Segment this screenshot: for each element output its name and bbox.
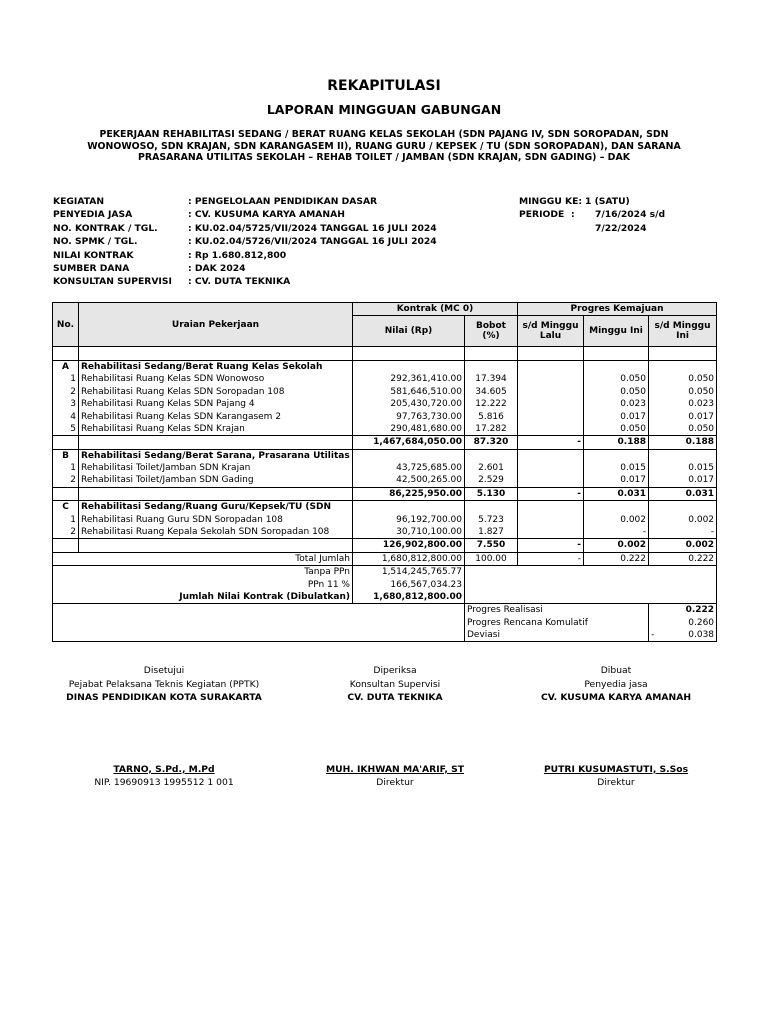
week-label: MINGGU KE: bbox=[519, 196, 583, 207]
info-row: SUMBER DANA : DAK 2024 bbox=[53, 262, 246, 274]
table-row: 4 Rehabilitasi Ruang Kelas SDN Karangasem 2 97,763,730.00 5.816 0.017 0.017 bbox=[53, 410, 717, 422]
table-row: 2 Rehabilitasi Ruang Kelas SDN Soropadan 108 581,646,510.00 34.605 0.050 0.050 bbox=[53, 386, 717, 398]
table-row: 2 Rehabilitasi Toilet/Jamban SDN Gading 42,500,265.00 2.529 0.017 0.017 bbox=[53, 474, 717, 487]
signature-supervisi: Diperiksa Konsultan Supervisi CV. DUTA TEKNIKA MUH. IKHWAN MA'ARIF, ST Direktur bbox=[295, 664, 495, 790]
table-row: 5 Rehabilitasi Ruang Kelas SDN Krajan 290,481,680.00 17.282 0.050 0.050 bbox=[53, 423, 717, 436]
jumlah-row: Jumlah Nilai Kontrak (Dibulatkan) 1,680,812,800.00 bbox=[53, 591, 717, 604]
info-row: NILAI KONTRAK : Rp 1.680.812,800 bbox=[53, 249, 287, 261]
section-row: A Rehabilitasi Sedang/Berat Ruang Kelas Sekolah bbox=[53, 360, 717, 373]
subtotal-row: 86,225,950.00 5.130 - 0.031 0.031 bbox=[53, 487, 717, 500]
info-row: NO. SPMK / TGL. : KU.02.04/5726/VII/2024 TANGGAL 16 JULI 2024 bbox=[53, 236, 437, 248]
subtotal-row: 1,467,684,050.00 87.320 - 0.188 0.188 bbox=[53, 436, 717, 449]
spacer-row bbox=[53, 347, 717, 360]
page-subtitle: LAPORAN MINGGUAN GABUNGAN bbox=[266, 102, 502, 117]
section-title: Rehabilitasi Sedang/Ruang Guru/Kepsek/TU (SDN bbox=[81, 502, 331, 513]
period-from: 7/16/2024 s/d bbox=[595, 209, 666, 221]
table-row: 1 Rehabilitasi Ruang Guru SDN Soropadan 108 96,192,700.00 5.723 0.002 0.002 bbox=[53, 513, 717, 525]
info-row: KONSULTAN SUPERVISI : CV. DUTA TEKNIKA bbox=[53, 276, 291, 288]
header-no: No. bbox=[53, 303, 79, 347]
header-progres: Progres Kemajuan bbox=[518, 303, 717, 316]
table-row: 1 Rehabilitasi Ruang Kelas SDN Wonowoso 292,361,410.00 17.394 0.050 0.050 bbox=[53, 373, 717, 385]
project-description: PEKERJAAN REHABILITASI SEDANG / BERAT RUANG KELAS SEKOLAH (SDN PAJANG IV, SDN SOROPADAN, SDN WONOWOSO, SDN KRAJAN, SDN KARANGASEM II), RUANG GURU / KEPSEK / TU (SDN SOROPADAN), DAN SARANA PRASARANA UTILITAS SEKOLAH – REHAB TOILET / JAMBAN (SDN KRAJAN, SDN GADING) – DAK bbox=[87, 129, 681, 163]
info-row: NO. KONTRAK / TGL. : KU.02.04/5725/VII/2024 TANGGAL 16 JULI 2024 bbox=[53, 222, 437, 234]
header-sd-ini: s/d Minggu Ini bbox=[649, 316, 717, 347]
signature-pptk: Disetujui Pejabat Pelaksana Teknis Kegiatan (PPTK) DINAS PENDIDIKAN KOTA SURAKARTA TARNO, S.Pd., M.Pd NIP. 19690913 1995512 1 001 bbox=[32, 664, 296, 790]
signature-penyedia: Dibuat Penyedia jasa CV. KUSUMA KARYA AMANAH PUTRI KUSUMASTUTI, S.Sos Direktur bbox=[510, 664, 722, 790]
header-uraian: Uraian Pekerjaan bbox=[79, 303, 353, 347]
week-block: MINGGU KE: 1 (SATU) PERIODE : 7/16/2024 s/d 7/22/2024 bbox=[519, 196, 666, 234]
signatory-name: TARNO, S.Pd., M.Pd bbox=[113, 763, 215, 775]
page-title: REKAPITULASI bbox=[327, 78, 441, 94]
period-label: PERIODE bbox=[519, 209, 565, 221]
period-to: 7/22/2024 bbox=[595, 222, 647, 234]
recap-table bbox=[52, 302, 717, 642]
table-row: 1 Rehabilitasi Toilet/Jamban SDN Krajan 43,725,685.00 2.601 0.015 0.015 bbox=[53, 462, 717, 474]
section-title: Rehabilitasi Sedang/Berat Ruang Kelas Sekolah bbox=[81, 361, 323, 372]
info-row: PENYEDIA JASA : CV. KUSUMA KARYA AMANAH bbox=[53, 209, 345, 221]
ppn-row: PPn 11 % 166,567,034.23 bbox=[53, 578, 717, 590]
section-title: Rehabilitasi Sedang/Berat Sarana, Prasarana Utilitas bbox=[81, 450, 350, 461]
week-value: 1 (SATU) bbox=[585, 196, 630, 207]
signatory-name: MUH. IKHWAN MA'ARIF, ST bbox=[326, 763, 464, 775]
signatory-name: PUTRI KUSUMASTUTI, S.Sos bbox=[543, 763, 689, 775]
total-row: Total Jumlah 1,680,812,800.00 100.00 - 0.222 0.222 bbox=[53, 552, 717, 565]
info-row: KEGIATAN : PENGELOLAAN PENDIDIKAN DASAR bbox=[53, 196, 378, 207]
header-nilai: Nilai (Rp) bbox=[353, 316, 465, 347]
header-kontrak: Kontrak (MC 0) bbox=[353, 303, 518, 316]
table-row: 2 Rehabilitasi Ruang Kepala Sekolah SDN Soropadan 108 30,710,100.00 1.827 - - bbox=[53, 526, 717, 539]
tanpa-ppn-row: Tanpa PPn 1,514,245,765.77 bbox=[53, 566, 717, 579]
progress-row: Progres Realisasi 0.222 bbox=[53, 604, 717, 617]
header-minggu-ini: Minggu Ini bbox=[584, 316, 649, 347]
table-row: 3 Rehabilitasi Ruang Kelas SDN Pajang 4 205,430,720.00 12.222 0.023 0.023 bbox=[53, 398, 717, 410]
subtotal-row: 126,902,800.00 7.550 - 0.002 0.002 bbox=[53, 539, 717, 552]
info-block bbox=[53, 195, 437, 289]
header-bobot: Bobot (%) bbox=[465, 316, 518, 347]
section-row: B Rehabilitasi Sedang/Berat Sarana, Prasarana Utilitas bbox=[53, 449, 717, 462]
section-row: C Rehabilitasi Sedang/Ruang Guru/Kepsek/TU (SDN bbox=[53, 501, 717, 514]
progress-row: Deviasi - 0.038 bbox=[53, 629, 717, 642]
progress-row: Progres Rencana Komulatif 0.260 bbox=[53, 617, 717, 629]
header-sd-lalu: s/d Minggu Lalu bbox=[518, 316, 584, 347]
